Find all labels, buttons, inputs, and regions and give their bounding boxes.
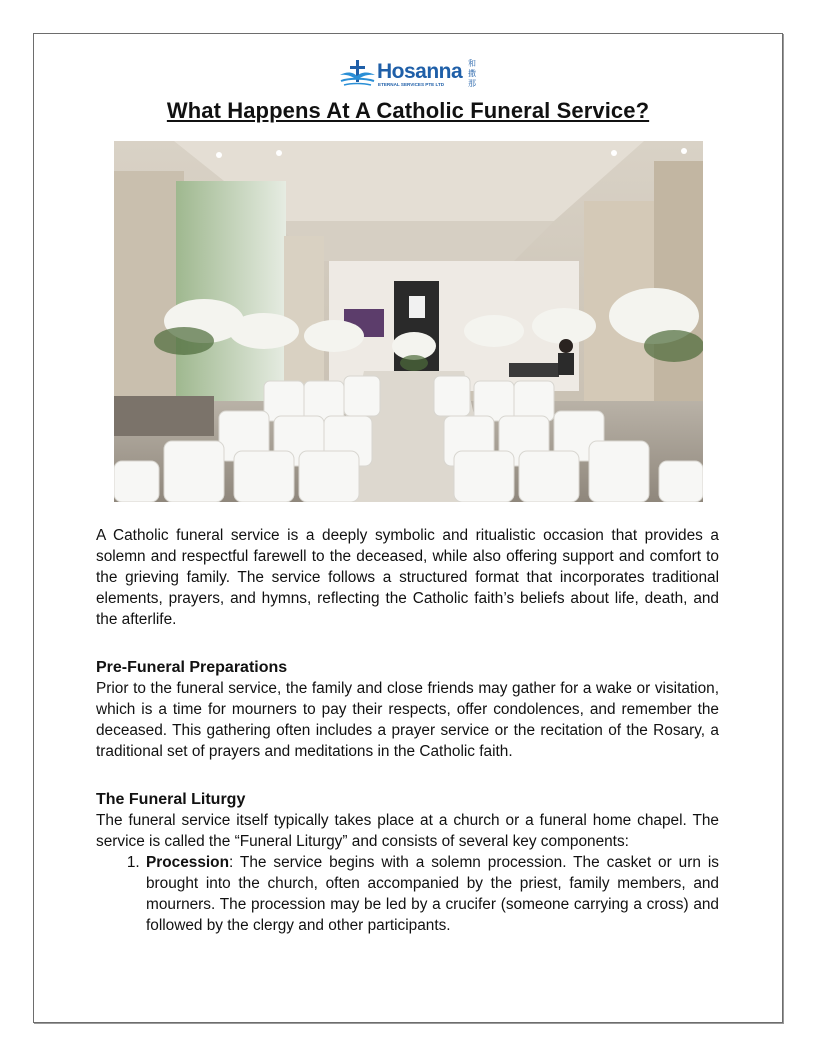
intro-paragraph: A Catholic funeral service is a deeply symbolic and ritualistic occasion that provides a solemn and respectful farewell to the deceased, while also offering support and comfort to the grieving family. The service follows a structured format that incorporates traditional elements, prayers, and hymns, reflecting the Catholic faith’s beliefs about life, death, and the afterlife. [96, 527, 719, 628]
section-heading: Pre-Funeral Preparations [96, 659, 288, 676]
list-item-text: : The service begins with a solemn procession. The casket or urn is brought into the church, often accompanied by the priest, family members, and mourners. The procession may be led by a crucifer (someone carrying a cross) and followed by the clergy and other participants. [146, 854, 719, 934]
svg-text:那: 那 [468, 79, 476, 88]
section-heading: The Funeral Liturgy [96, 791, 246, 808]
hero-image [114, 141, 703, 502]
list-item [144, 852, 719, 936]
section-paragraph: Prior to the funeral service, the family and close friends may gather for a wake or visitation, which is a time for mourners to pay their respects, offer condolences, and remember the deceased. This gathering often includes a prayer service or the recitation of the Rosary, a traditional set of prayers and meditations in the Catholic faith. [96, 680, 719, 760]
section-paragraph: The funeral service itself typically takes place at a church or a funeral home chapel. The service is called the “Funeral Liturgy” and consists of several key components: [96, 812, 719, 850]
list-item-term: Procession [146, 854, 229, 871]
liturgy-list [96, 852, 719, 936]
brand-tagline: ETERNAL SERVICES PTE LTD [378, 82, 445, 87]
chinese-mark [468, 58, 476, 88]
svg-text:和: 和 [468, 59, 476, 68]
hosanna-logo [339, 57, 479, 89]
article-body [96, 525, 719, 936]
page-title: What Happens At A Catholic Funeral Service? [166, 98, 650, 123]
cross-dove-icon [340, 60, 375, 85]
svg-text:撒: 撒 [468, 69, 476, 78]
brand-name: Hosanna [377, 60, 463, 83]
